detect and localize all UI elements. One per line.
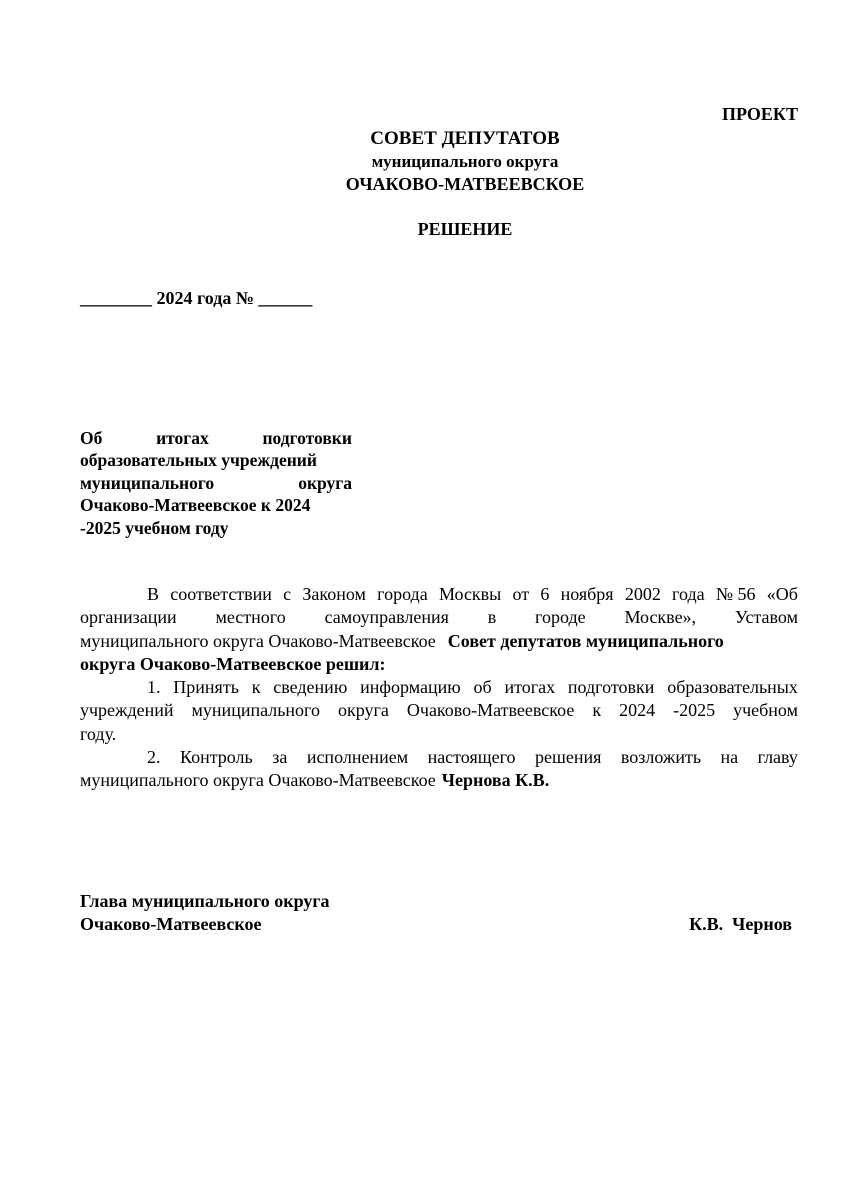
subject-line bbox=[80, 494, 352, 516]
word: возложить bbox=[620, 747, 702, 768]
word: учебном bbox=[733, 700, 798, 721]
word: Москве», bbox=[624, 607, 697, 628]
subject-word: -2025 учебном году bbox=[80, 517, 229, 538]
signature-title-line-1 bbox=[80, 890, 792, 913]
district-name: ОЧАКОВО-МАТВЕЕВСКОЕ bbox=[345, 174, 585, 194]
word: 6 bbox=[540, 584, 550, 604]
word: Москвы bbox=[438, 584, 502, 604]
word: года bbox=[672, 584, 705, 604]
item-1-line-3: году. bbox=[80, 723, 117, 744]
word: к bbox=[251, 677, 261, 698]
word: настоящего bbox=[427, 747, 516, 768]
subject-word: итогах bbox=[156, 428, 209, 448]
word: «Об bbox=[766, 584, 798, 604]
preamble-line-4: округа Очаково-Матвеевское решил: bbox=[80, 653, 386, 674]
preamble-line-1 bbox=[80, 583, 798, 606]
word: В bbox=[147, 584, 160, 604]
word: образовательных bbox=[667, 677, 798, 698]
subject-word: образовательных учреждений bbox=[80, 450, 317, 471]
word: информацию bbox=[360, 677, 461, 698]
word: об bbox=[473, 677, 492, 698]
word: за bbox=[272, 747, 288, 768]
preamble-line-2 bbox=[80, 606, 798, 629]
subject-word: Очаково-Матвеевское к 2024 bbox=[80, 495, 311, 516]
word: Законом bbox=[302, 584, 366, 604]
council-title: СОВЕТ ДЕПУТАТОВ bbox=[370, 128, 560, 149]
word: местного bbox=[215, 607, 286, 628]
signature-title-1: Глава муниципального округа bbox=[80, 891, 330, 911]
preamble-line-3 bbox=[80, 630, 798, 653]
word: 2002 bbox=[624, 584, 661, 604]
word: муниципального bbox=[191, 700, 320, 721]
item-2-regular-text: муниципального округа Очаково-Матвеевское bbox=[80, 770, 436, 791]
item-2-line-1 bbox=[80, 746, 798, 769]
draft-mark: ПРОЕКТ bbox=[722, 104, 798, 124]
word: Очаково-Матвеевское bbox=[406, 700, 575, 721]
signature-title-line-2 bbox=[80, 913, 792, 936]
decision-subject bbox=[80, 427, 352, 539]
word: итогах bbox=[504, 677, 556, 698]
word: подготовки bbox=[567, 677, 655, 698]
word: от bbox=[512, 584, 530, 604]
word: учреждений bbox=[80, 700, 174, 721]
subject-line bbox=[80, 472, 352, 494]
document-header bbox=[0, 127, 848, 241]
signature-name: К.В. Чернов bbox=[689, 914, 792, 934]
word: соответствии bbox=[170, 584, 272, 604]
subject-line bbox=[80, 449, 352, 471]
word: Контроль bbox=[179, 747, 253, 768]
word: организации bbox=[80, 607, 177, 628]
word: города bbox=[377, 584, 428, 604]
word: округа bbox=[338, 700, 389, 721]
preamble-bold-text: Совет депутатов муниципального bbox=[447, 630, 724, 651]
item-1-line-2 bbox=[80, 699, 798, 722]
date-number-line: ________ 2024 года № ______ bbox=[80, 288, 313, 308]
word: 1. bbox=[147, 677, 161, 698]
word: главу bbox=[757, 747, 798, 768]
signature-block bbox=[80, 890, 792, 936]
subject-line bbox=[80, 427, 352, 449]
item-2-line-2 bbox=[80, 769, 798, 792]
item-2-bold-text: Чернова К.В. bbox=[441, 770, 550, 791]
subject-line bbox=[80, 517, 352, 539]
district-line: муниципального округа bbox=[371, 152, 559, 171]
decision-title: РЕШЕНИЕ bbox=[417, 219, 513, 239]
word: Уставом bbox=[734, 607, 798, 628]
word: к bbox=[592, 700, 602, 721]
subject-word: подготовки bbox=[262, 428, 352, 448]
word: ноября bbox=[560, 584, 614, 604]
word: на bbox=[720, 747, 739, 768]
word: исполнением bbox=[306, 747, 409, 768]
word: 2024 bbox=[619, 700, 656, 721]
word: решения bbox=[535, 747, 602, 768]
word: городе bbox=[535, 607, 586, 628]
word: 2. bbox=[147, 747, 161, 768]
subject-word: муниципального bbox=[80, 472, 215, 493]
word: -2025 bbox=[673, 700, 716, 721]
word: Принять bbox=[173, 677, 239, 698]
word: с bbox=[283, 584, 292, 604]
word: сведению bbox=[273, 677, 348, 698]
subject-word: Об bbox=[80, 428, 103, 448]
word: № 56 bbox=[715, 584, 756, 604]
word: самоуправления bbox=[324, 607, 449, 628]
signature-title-2: Очаково-Матвеевское bbox=[80, 914, 262, 934]
preamble-regular-text: муниципального округа Очаково-Матвеевское bbox=[80, 630, 436, 651]
subject-word: округа bbox=[298, 472, 352, 493]
item-1-line-1 bbox=[80, 676, 798, 699]
decision-body bbox=[80, 583, 798, 793]
word: в bbox=[487, 607, 497, 628]
